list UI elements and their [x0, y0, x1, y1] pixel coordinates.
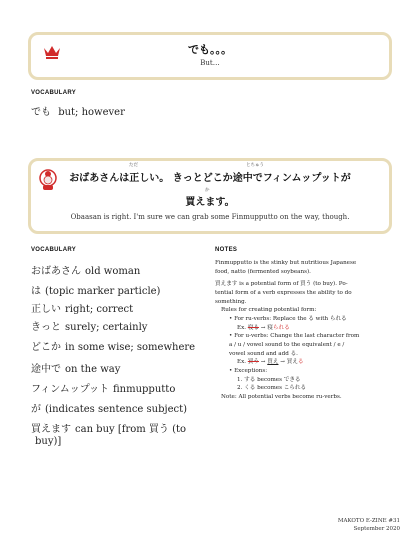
notes-para2b: tential form of a verb expresses the ability to do: [215, 289, 352, 296]
notes-para1a: Finmupputto is the stinky but nutritious Japanese: [215, 260, 357, 266]
vocab-item: 途中で on the way: [31, 364, 121, 375]
furigana-tochuu: とちゅう: [246, 163, 264, 168]
notes-ru-rule: • For ru-verbs: Replace the る with られる: [229, 315, 347, 322]
vocab-item: は (topic marker particle): [31, 286, 161, 297]
vocab-en: but; however: [58, 107, 125, 118]
panel1-japanese: でも。。。: [188, 43, 232, 56]
vocab-item: buy)]: [35, 436, 62, 447]
vocab-item: きっと surely; certainly: [31, 322, 148, 333]
notes-u-example: Ex. 買う → 買え → 買える: [237, 359, 304, 366]
notes-u-rule-c: vowel sound and add る.: [229, 350, 298, 357]
panel2-translation: Obaasan is right. I'm sure we can grab some Finmupputto on the way, though.: [70, 213, 350, 221]
vocab-item: 買えます can buy [from 買う (to: [31, 424, 187, 435]
notes-para2a: 買えます is a potential form of 買う (to buy). Po-: [215, 281, 348, 288]
notes-rules-heading: Rules for creating potential form:: [221, 307, 317, 314]
vocab-item: どこか in some wise; somewhere: [31, 342, 196, 353]
vocab-item: 正しい right; correct: [31, 304, 134, 315]
footer: [290, 517, 400, 534]
vocab2-heading: VOCABULARY: [31, 247, 77, 253]
vocab-item: フィンムップット finmupputto: [31, 384, 176, 395]
notes-para2c: something.: [215, 298, 247, 305]
vocab1-item: [31, 103, 125, 118]
notes-body: [215, 259, 390, 402]
notes-u-rule-b: a / u / vowel sound to the equivalent / e /: [229, 341, 345, 348]
furigana-tada: ただ: [129, 163, 138, 168]
panel2-japanese-line2: 買えます。: [185, 197, 235, 208]
notes-exception-1: 1. する becomes できる: [237, 376, 301, 383]
vocab1-heading: VOCABULARY: [31, 90, 77, 96]
vocab-item: おばあさん old woman: [31, 266, 141, 277]
notes-heading: NOTES: [215, 247, 238, 253]
notes-para1b: food, natto (fermented soybeans).: [215, 268, 311, 275]
panel2-japanese-line1: おばあさんは正しい。 きっとどこか途中でフィンムップットが: [69, 173, 351, 184]
footer-issue: MAKOTO E-ZINE #31: [337, 518, 400, 524]
panel-caption-1: [28, 32, 392, 80]
footer-date: September 2020: [353, 526, 400, 533]
furigana-ka: か: [205, 188, 210, 193]
notes-exceptions-label: • Exceptions:: [229, 367, 268, 374]
panel1-translation: But…: [200, 59, 220, 67]
vocab-item: が (indicates sentence subject): [31, 404, 188, 415]
notes-ru-example: Ex. 寝る → 寝られる: [237, 324, 290, 331]
panel-caption-2: [28, 158, 392, 234]
notes-footnote: Note: All potential verbs become ru-verbs.: [221, 393, 342, 400]
vocab-jp: でも: [31, 107, 51, 118]
notes-exception-2: 2. くる becomes こられる: [237, 385, 307, 392]
notes-u-rule-a: • For u-verbs: Change the last character from: [229, 333, 360, 340]
